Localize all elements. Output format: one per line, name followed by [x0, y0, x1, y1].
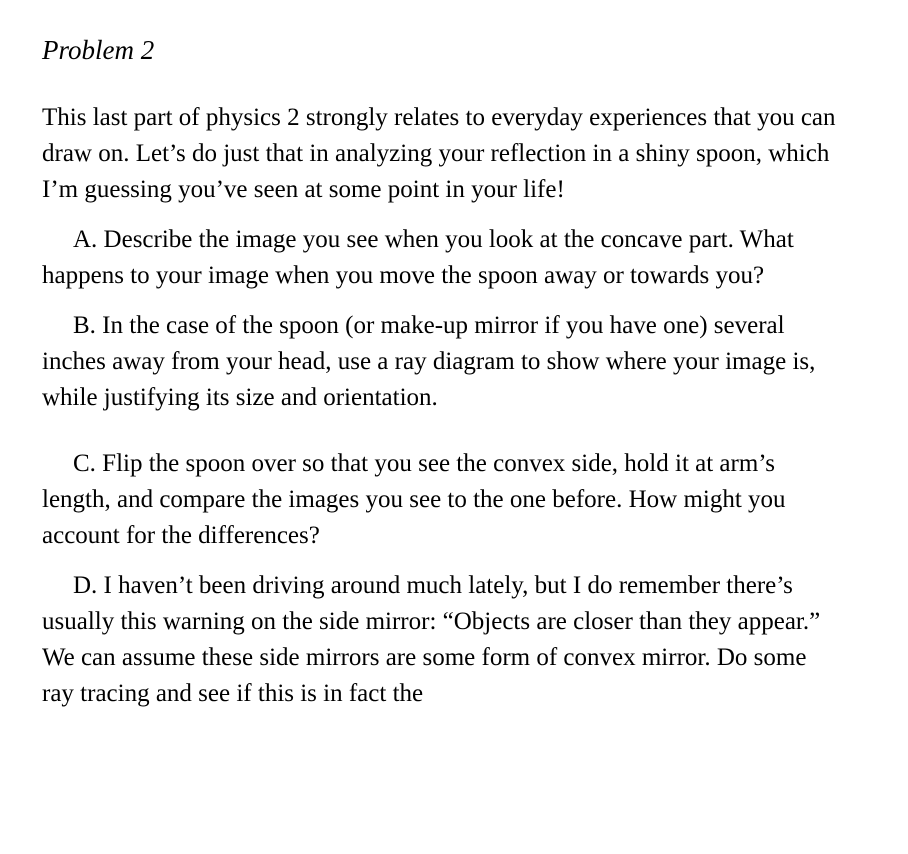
part-c-paragraph: C. Flip the spoon over so that you see the convex side, hold it at arm’s length, and compare the images you see to the one before. How might you account for the differences? — [42, 450, 786, 549]
intro-paragraph: This last part of physics 2 strongly relates to everyday experiences that you can draw on. Let’s do just that in analyzing your reflection in a shiny spoon, which I’m guessing you’ve seen at some point in your life! — [42, 104, 836, 203]
part-d-paragraph: D. I haven’t been driving around much lately, but I do remember there’s usually this warning on the side mirror: “Objects are closer than they appear.” We can assume these side mirrors are some form of convex mirror. Do some ray tracing and see if this is in fact the — [42, 572, 821, 707]
part-b-paragraph: B. In the case of the spoon (or make-up mirror if you have one) several inches away from your head, use a ray diagram to show where your image is, while justifying its size and orientation. — [42, 312, 816, 411]
problem-title: Problem 2 — [42, 35, 155, 65]
document-page — [42, 30, 842, 726]
part-a-paragraph: A. Describe the image you see when you look at the concave part. What happens to your image when you move the spoon away or towards you? — [42, 226, 794, 289]
